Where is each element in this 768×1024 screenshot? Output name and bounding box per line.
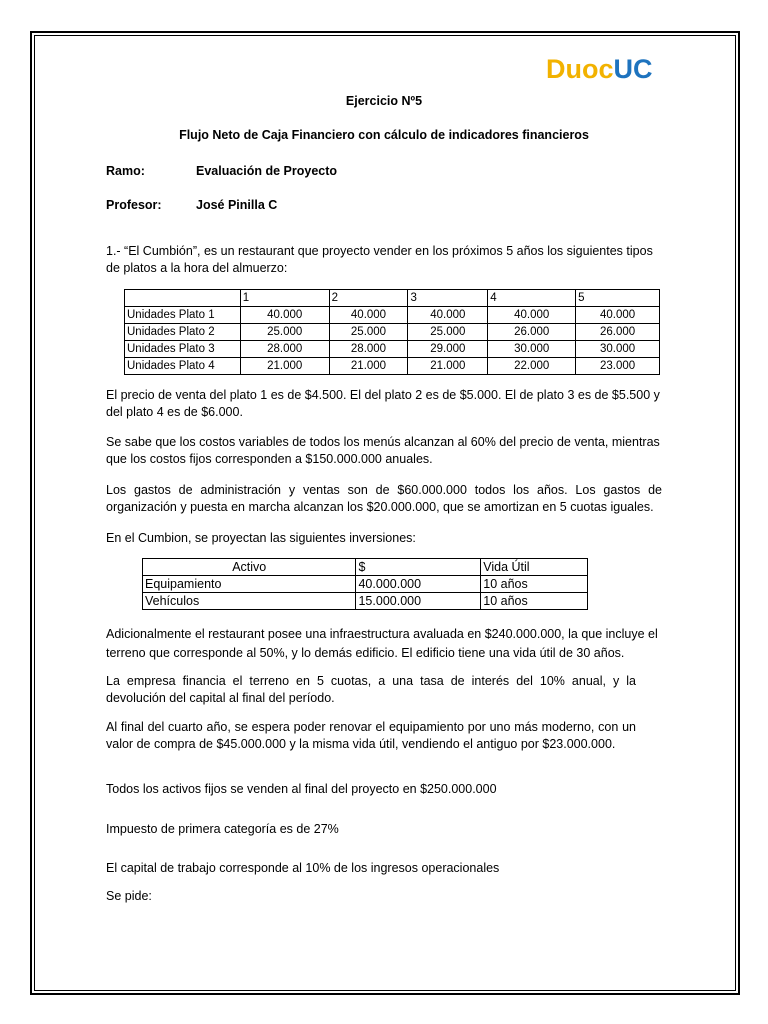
units-table	[124, 289, 660, 375]
table-cell: 26.000	[576, 324, 660, 341]
paragraph-working-capital: El capital de trabajo corresponde al 10% de los ingresos operacionales	[106, 861, 500, 875]
table-cell: 21.000	[408, 358, 488, 375]
table-row	[143, 576, 588, 593]
paragraph-intro: 1.- “El Cumbión”, es un restaurant que proyecto vender en los próximos 5 años los siguientes tipos de platos a la hora del almuerzo:	[106, 244, 653, 275]
table-cell: Unidades Plato 4	[125, 358, 241, 375]
assets-table	[142, 558, 588, 610]
table-row	[125, 307, 660, 324]
paragraph-infrastructure: Adicionalmente el restaurant posee una infraestructura avaluada en $240.000.000, la que incluye el terreno que corresponde al 50%, y lo demás edificio. El edificio tiene una vida útil de 30 años.	[106, 627, 658, 660]
paragraph-admin-expenses: Los gastos de administración y ventas son de $60.000.000 todos los años. Los gastos de organización y puesta en marcha alcanzan los $20.000.000, que se amortizan en 5 cuotas iguales.	[106, 483, 662, 514]
table-cell: Equipamiento	[143, 576, 356, 593]
table-cell: 25.000	[408, 324, 488, 341]
paragraph-renewal: Al final del cuarto año, se espera poder renovar el equipamiento por uno más moderno, con un valor de compra de $45.000.000 y la misma vida útil, vendiendo el antiguo por $23.000.000.	[106, 720, 636, 751]
table-cell: 40.000	[329, 307, 408, 324]
profesor-label: Profesor:	[106, 198, 162, 212]
table-cell: 22.000	[488, 358, 576, 375]
table-cell: 29.000	[408, 341, 488, 358]
assets-table-header-row	[143, 559, 588, 576]
table-cell: 25.000	[329, 324, 408, 341]
ramo-label: Ramo:	[106, 164, 145, 178]
table-cell: 40.000.000	[356, 576, 481, 593]
table-cell: 25.000	[240, 324, 329, 341]
table-cell: Unidades Plato 2	[125, 324, 241, 341]
table-row	[125, 358, 660, 375]
table-cell: Unidades Plato 3	[125, 341, 241, 358]
table-cell: 40.000	[576, 307, 660, 324]
units-table-header-row	[125, 290, 660, 307]
table-cell: 23.000	[576, 358, 660, 375]
table-cell: Vehículos	[143, 593, 356, 610]
table-cell: 40.000	[408, 307, 488, 324]
paragraph-costs: Se sabe que los costos variables de todos los menús alcanzan al 60% del precio de venta, mientras que los costos fijos corresponden a $150.000.000 anuales.	[106, 435, 660, 466]
table-cell: 26.000	[488, 324, 576, 341]
table-cell: 28.000	[329, 341, 408, 358]
table-cell: 40.000	[240, 307, 329, 324]
table-cell: 21.000	[240, 358, 329, 375]
profesor-value: José Pinilla C	[196, 198, 278, 212]
duocuc-logo: DuocUC	[546, 54, 653, 84]
table-cell: 1	[240, 290, 329, 307]
table-cell: $	[356, 559, 481, 576]
table-cell: Vida Útil	[481, 559, 588, 576]
paragraph-se-pide: Se pide:	[106, 889, 152, 903]
paragraph-financing: La empresa financia el terreno en 5 cuotas, a una tasa de interés del 10% anual, y la devolución del capital al final del período.	[106, 674, 636, 705]
table-cell: 21.000	[329, 358, 408, 375]
table-cell: Activo	[143, 559, 356, 576]
table-row	[125, 324, 660, 341]
table-cell: 15.000.000	[356, 593, 481, 610]
ramo-value: Evaluación de Proyecto	[196, 164, 338, 178]
table-cell: 10 años	[481, 593, 588, 610]
table-cell: 2	[329, 290, 408, 307]
table-cell	[125, 290, 241, 307]
paragraph-tax: Impuesto de primera categoría es de 27%	[106, 822, 339, 836]
table-cell: 28.000	[240, 341, 329, 358]
paragraph-prices: El precio de venta del plato 1 es de $4.500. El del plato 2 es de $5.000. El de plato 3 es de $5.500 y del plato 4 es de $6.000.	[106, 388, 660, 419]
table-cell: 3	[408, 290, 488, 307]
table-cell: 10 años	[481, 576, 588, 593]
table-cell: Unidades Plato 1	[125, 307, 241, 324]
exercise-title: Ejercicio Nº5	[345, 94, 423, 108]
paragraph-investments-intro: En el Cumbion, se proyectan las siguientes inversiones:	[106, 531, 416, 545]
exercise-subtitle: Flujo Neto de Caja Financiero con cálculo de indicadores financieros	[179, 128, 589, 142]
paragraph-asset-sale: Todos los activos fijos se venden al final del proyecto en $250.000.000	[106, 782, 497, 796]
table-cell: 40.000	[488, 307, 576, 324]
table-row	[125, 341, 660, 358]
table-cell: 4	[488, 290, 576, 307]
table-cell: 5	[576, 290, 660, 307]
table-row	[143, 593, 588, 610]
table-cell: 30.000	[488, 341, 576, 358]
table-cell: 30.000	[576, 341, 660, 358]
